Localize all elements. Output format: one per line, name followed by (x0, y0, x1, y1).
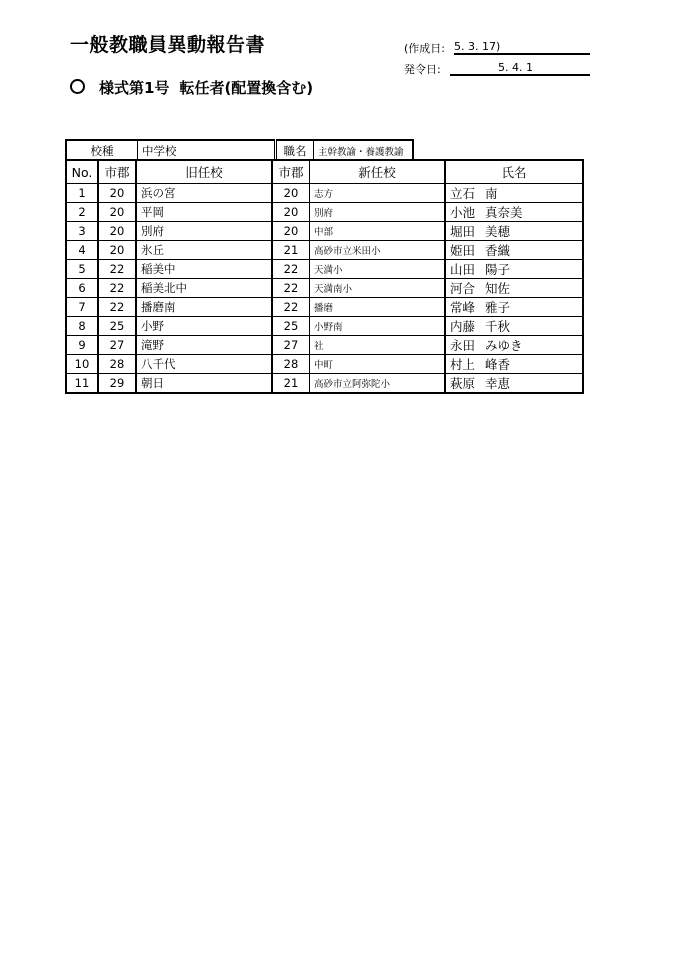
info-table (65, 139, 414, 161)
row-old-school: 滝野 (136, 336, 272, 355)
row-new-city: 28 (272, 355, 310, 374)
row-old-school: 稲美中 (136, 260, 272, 279)
row-new-school: 小野南 (310, 317, 446, 336)
row-new-school: 天満小 (310, 260, 446, 279)
row-no: 7 (66, 298, 98, 317)
family-name: 萩原 (450, 376, 476, 391)
family-name: 常峰 (450, 300, 476, 315)
row-old-school: 稲美北中 (136, 279, 272, 298)
school-type-value: 中学校 (138, 140, 275, 161)
row-no: 10 (66, 355, 98, 374)
given-name: 峰香 (485, 357, 511, 372)
row-no: 2 (66, 203, 98, 222)
row-old-school: 氷丘 (136, 241, 272, 260)
row-old-school: 浜の宮 (136, 184, 272, 203)
table-row (66, 317, 583, 336)
row-person-name (445, 336, 583, 355)
table-row (66, 241, 583, 260)
row-new-city: 22 (272, 279, 310, 298)
row-new-school: 中部 (310, 222, 446, 241)
row-old-school: 平岡 (136, 203, 272, 222)
position-value: 主幹教諭・養護教諭 (314, 140, 414, 161)
given-name: 知佐 (485, 281, 511, 296)
row-person-name (445, 241, 583, 260)
row-old-school: 播磨南 (136, 298, 272, 317)
table-row (66, 336, 583, 355)
header-city-new: 市郡 (272, 160, 310, 184)
row-new-school: 天満南小 (310, 279, 446, 298)
given-name: 幸恵 (485, 376, 511, 391)
row-person-name (445, 374, 583, 394)
row-old-school: 朝日 (136, 374, 272, 394)
row-old-city: 22 (98, 279, 136, 298)
table-row (66, 203, 583, 222)
family-name: 立石 (450, 186, 476, 201)
created-date-label: (作成日: (404, 42, 445, 55)
row-old-school: 八千代 (136, 355, 272, 374)
given-name: 陽子 (485, 262, 511, 277)
announce-date (404, 61, 590, 77)
family-name: 小池 (450, 205, 476, 220)
given-name: 南 (485, 186, 498, 201)
row-no: 4 (66, 241, 98, 260)
row-old-city: 20 (98, 184, 136, 203)
row-new-city: 27 (272, 336, 310, 355)
row-no: 11 (66, 374, 98, 394)
school-type-label: 校種 (66, 140, 138, 161)
row-old-city: 20 (98, 203, 136, 222)
header-old-school: 旧任校 (136, 160, 272, 184)
row-old-city: 22 (98, 260, 136, 279)
row-person-name (445, 298, 583, 317)
row-new-school: 播磨 (310, 298, 446, 317)
table-row (66, 260, 583, 279)
row-new-school: 高砂市立阿弥陀小 (310, 374, 446, 394)
row-old-city: 29 (98, 374, 136, 394)
row-new-school: 社 (310, 336, 446, 355)
row-new-city: 22 (272, 298, 310, 317)
header-name: 氏名 (445, 160, 583, 184)
document-title: 一般教職員異動報告書 (70, 34, 266, 56)
row-new-city: 20 (272, 184, 310, 203)
row-person-name (445, 222, 583, 241)
row-no: 8 (66, 317, 98, 336)
header-no: No. (66, 160, 98, 184)
row-new-city: 21 (272, 241, 310, 260)
given-name: 雅子 (485, 300, 511, 315)
row-old-school: 小野 (136, 317, 272, 336)
announce-date-label: 発令日: (404, 63, 441, 76)
form-number: 様式第1号 (99, 79, 170, 97)
family-name: 村上 (450, 357, 476, 372)
row-new-city: 21 (272, 374, 310, 394)
table-row (66, 222, 583, 241)
row-old-city: 22 (98, 298, 136, 317)
table-row (66, 374, 583, 394)
row-old-city: 20 (98, 222, 136, 241)
given-name: 真奈美 (485, 205, 523, 220)
given-name: みゆき (485, 338, 523, 353)
row-person-name (445, 279, 583, 298)
row-new-city: 22 (272, 260, 310, 279)
announce-date-value: 5. 4. 1 (498, 61, 533, 74)
created-date (404, 40, 590, 56)
row-old-city: 28 (98, 355, 136, 374)
given-name: 香織 (485, 243, 511, 258)
family-name: 内藤 (450, 319, 476, 334)
row-new-school: 志方 (310, 184, 446, 203)
row-no: 9 (66, 336, 98, 355)
family-name: 山田 (450, 262, 476, 277)
row-new-school: 高砂市立米田小 (310, 241, 446, 260)
created-date-value: 5. 3. 17) (454, 40, 501, 53)
row-old-city: 20 (98, 241, 136, 260)
row-no: 3 (66, 222, 98, 241)
form-subtitle (70, 77, 313, 98)
table-row (66, 279, 583, 298)
given-name: 美穂 (485, 224, 511, 239)
row-old-school: 別府 (136, 222, 272, 241)
family-name: 姫田 (450, 243, 476, 258)
given-name: 千秋 (485, 319, 511, 334)
table-row (66, 298, 583, 317)
transfer-table (65, 159, 584, 394)
table-row (66, 184, 583, 203)
header-new-school: 新任校 (310, 160, 446, 184)
row-new-city: 20 (272, 203, 310, 222)
family-name: 永田 (450, 338, 476, 353)
row-person-name (445, 260, 583, 279)
row-new-school: 中町 (310, 355, 446, 374)
row-new-city: 20 (272, 222, 310, 241)
table-row (66, 355, 583, 374)
row-old-city: 25 (98, 317, 136, 336)
family-name: 堀田 (450, 224, 476, 239)
header-city-old: 市郡 (98, 160, 136, 184)
table-header-row (66, 160, 583, 184)
row-person-name (445, 317, 583, 336)
form-category: 転任者(配置換含む) (179, 79, 314, 97)
row-person-name (445, 184, 583, 203)
row-person-name (445, 203, 583, 222)
row-old-city: 27 (98, 336, 136, 355)
circle-icon (70, 79, 85, 94)
row-new-school: 別府 (310, 203, 446, 222)
row-no: 5 (66, 260, 98, 279)
row-new-city: 25 (272, 317, 310, 336)
row-no: 1 (66, 184, 98, 203)
row-person-name (445, 355, 583, 374)
family-name: 河合 (450, 281, 476, 296)
position-label: 職名 (277, 140, 314, 161)
row-no: 6 (66, 279, 98, 298)
